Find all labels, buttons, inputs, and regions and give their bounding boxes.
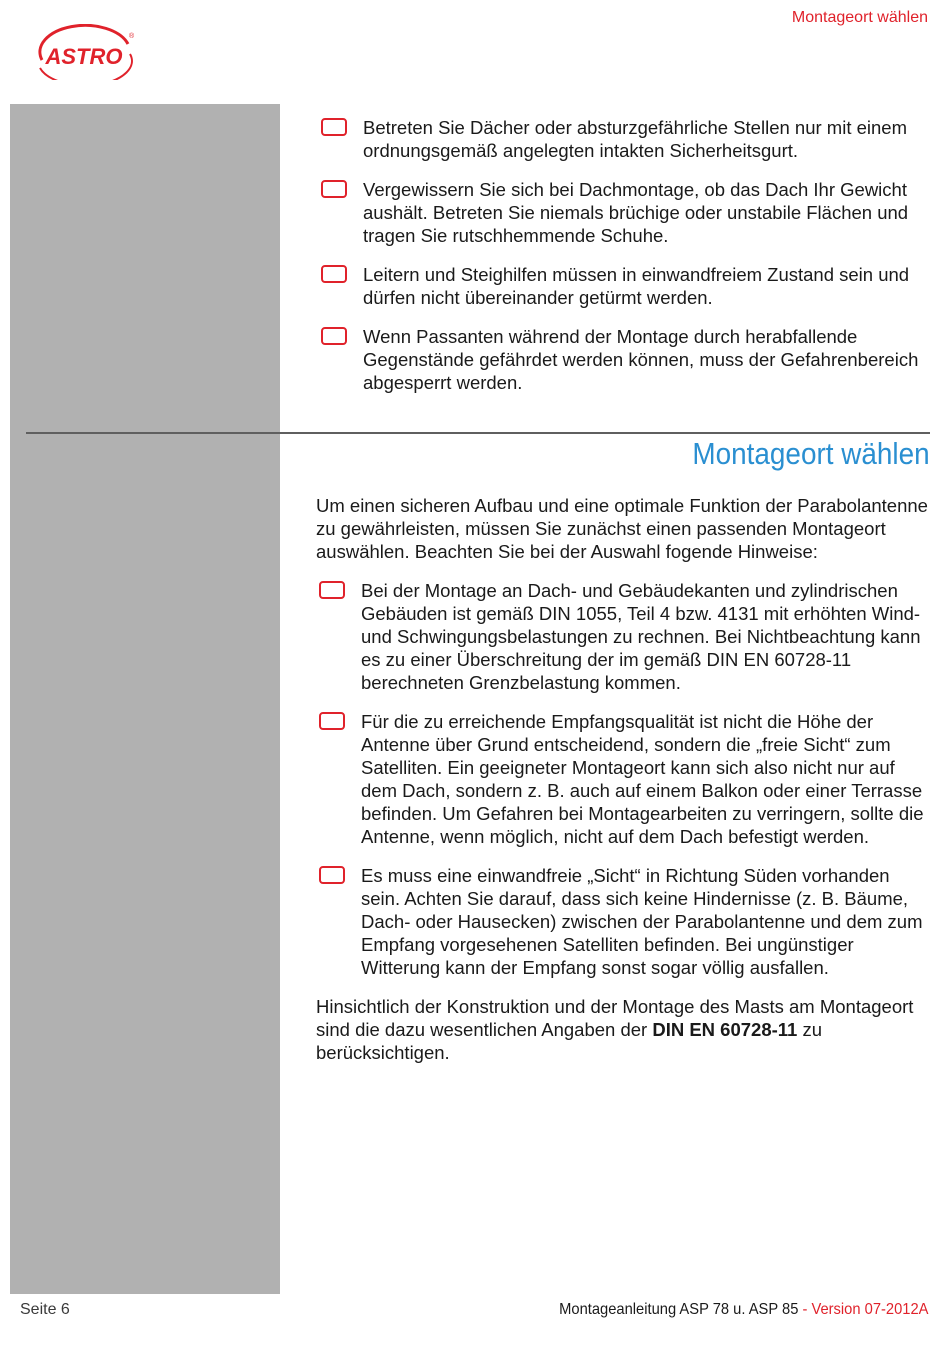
svg-text:®: ® (129, 33, 135, 40)
checkbox-bullet-icon (319, 581, 345, 599)
list-item-text: Wenn Passanten während der Montage durch herabfallende Gegenstände gefährdet werden können, muss der Gefahrenbereich abgesperrt werden. (363, 326, 919, 393)
closing-text-start: Hinsichtlich der Konstruktion und der Montage des Masts am Montageort sind die dazu wesentlichen Angaben der (316, 996, 914, 1040)
list-item-text: Für die zu erreichende Empfangsqualität ist nicht die Höhe der Antenne über Grund entscheidend, sondern die „freie Sicht“ zum Satelliten. Ein geeigneter Montageort kann sich also nicht nur auf dem Dach, sondern z. B. auch auf einem Balkon oder einer Terrasse befinden. Um Gefahren bei Montagearbeiten zu verringern, sollte die Antenne, wenn möglich, nicht auf dem Dach befestigt werden. (361, 711, 924, 847)
closing-text-end: zu berücksichtigen. (316, 1019, 823, 1063)
list-item-text: Es muss eine einwandfreie „Sicht“ in Richtung Süden vorhanden sein. Achten Sie darauf, dass sich keine Hindernisse (z. B. Bäume, Dach- oder Hausecken) zwischen der Parabolantenne und dem zum Empfang vorgesehenen Satelliten befinden. Bei ungünstiger Witterung kann der Empfang sonst sogar völlig ausfallen. (361, 865, 923, 978)
footer-separator: - (797, 1301, 811, 1318)
closing-paragraph (316, 995, 930, 1064)
svg-text:ASTRO: ASTRO (45, 44, 123, 69)
running-header-title: Montageort wählen (791, 9, 928, 26)
list-item-text: Betreten Sie Dächer oder absturzgefährliche Stellen nur mit einem ordnungsgemäß angelegten intakten Sicherheitsgurt. (363, 117, 907, 161)
astro-logo (36, 24, 136, 80)
section-divider (26, 432, 930, 434)
version-label: Version 07-2012A (810, 1301, 928, 1318)
list-item (316, 579, 930, 694)
safety-bullet-list (318, 116, 930, 410)
list-item-text: Bei der Montage an Dach- und Gebäudekanten und zylindrischen Gebäuden ist gemäß DIN 1055, Teil 4 bzw. 4131 mit erhöhten Wind- und Schwingungsbelastungen zu rechnen. Bei Nichtbeachtung kann es zu einer Überschreitung der im gemäß DIN EN 60728-11 berechneten Grenzbelastung kommen. (361, 580, 921, 693)
checkbox-bullet-icon (319, 712, 345, 730)
list-item-text: Vergewissern Sie sich bei Dachmontage, ob das Dach Ihr Gewicht aushält. Betreten Sie niemals brüchige oder unstabile Flächen und tragen Sie rutschhemmende Schuhe. (363, 179, 909, 246)
section-body (316, 494, 930, 1080)
list-item (318, 178, 930, 247)
checkbox-bullet-icon (321, 265, 347, 283)
section-title: Montageort wählen (692, 436, 930, 471)
list-item (316, 710, 930, 848)
checkbox-bullet-icon (319, 866, 345, 884)
checkbox-bullet-icon (321, 327, 347, 345)
list-item-text: Leitern und Steighilfen müssen in einwandfreiem Zustand sein und dürfen nicht übereinander getürmt werden. (363, 264, 910, 308)
list-item (316, 864, 930, 979)
checkbox-bullet-icon (321, 180, 347, 198)
standard-reference: DIN EN 60728-11 (652, 1019, 798, 1040)
manual-title: Montageanleitung ASP 78 u. ASP 85 (558, 1301, 798, 1318)
list-item (318, 116, 930, 162)
page-number: Seite 6 (20, 1301, 70, 1318)
intro-paragraph: Um einen sicheren Aufbau und eine optimale Funktion der Parabolantenne zu gewährleisten, müssen Sie zunächst einen passenden Montageort auswählen. Beachten Sie bei der Auswahl fogende Hinweise: (316, 495, 928, 562)
sidebar-gray-bar (10, 104, 280, 1294)
list-item (318, 325, 930, 394)
checkbox-bullet-icon (321, 118, 347, 136)
footer-document-info (559, 1301, 928, 1319)
list-item (318, 263, 930, 309)
